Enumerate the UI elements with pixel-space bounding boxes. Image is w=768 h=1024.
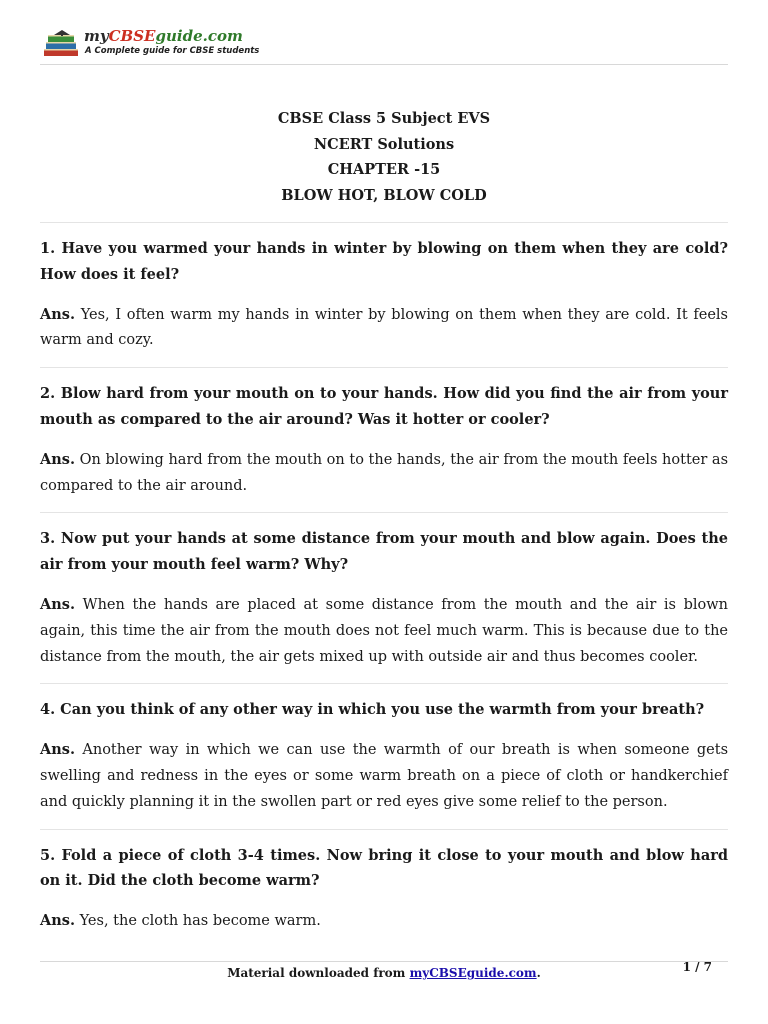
title-line-class: CBSE Class 5 Subject EVS [277, 110, 491, 127]
question: 2. Blow hard from your mouth on to your hands. How did you find the air from your mouth as compared to the air around? Was it hotter or cooler? [40, 385, 728, 428]
logo-my: my [84, 27, 109, 45]
document-title [40, 106, 728, 208]
qa-item [40, 222, 728, 367]
answer-text: On blowing hard from the mouth on to the hands, the air from the mouth feels hotter as compared to the air around. [40, 451, 729, 494]
qa-list [40, 222, 728, 948]
answer-text: When the hands are placed at some distance from the mouth and the air is blown again, this time the air from the mouth does not feel much warm. This is because due to the distance from the mouth, the air gets mixed up with outside air and thus becomes cooler. [40, 596, 729, 665]
question: 4. Can you think of any other way in which you use the warmth from your breath? [40, 701, 705, 719]
logo-guide: guide.com [155, 27, 243, 45]
footer-site-link[interactable]: myCBSEguide.com [409, 966, 537, 980]
answer [40, 447, 728, 500]
qa-item [40, 829, 728, 948]
answer-label: Ans. [40, 912, 76, 930]
title-line-chapter: CHAPTER -15 [327, 161, 441, 178]
question: 3. Now put your hands at some distance from your mouth and blow again. Does the air from your mouth feel warm? Why? [40, 530, 728, 574]
answer-text: Another way in which we can use the warmth of our breath is when someone gets swelling and redness in the eyes or some warm breath on a piece of cloth or handkerchief and quickly planning it in the swollen part or red eyes give some relief to the person. [40, 742, 729, 810]
page-footer [40, 961, 728, 988]
logo-tagline: A Complete guide for CBSE students [85, 46, 260, 56]
answer-text: Yes, I often warm my hands in winter by blowing on them when they are cold. It feels warm and cozy. [40, 306, 728, 349]
logo-wordmark [84, 27, 243, 45]
answer [40, 592, 728, 670]
logo-cbse: CBSE [108, 27, 156, 45]
title-line-solutions: NCERT Solutions [313, 135, 455, 153]
footer-suffix: . [536, 966, 541, 980]
answer [40, 908, 728, 935]
footer-prefix: Material downloaded from [227, 966, 410, 980]
question: 5. Fold a piece of cloth 3-4 times. Now bring it close to your mouth and blow hard on it. Did the cloth become warm? [40, 846, 728, 890]
answer-label: Ans. [40, 595, 76, 613]
page-number: 1 / 7 [682, 960, 712, 974]
answer-text: Yes, the cloth has become warm. [79, 913, 321, 930]
question: 1. Have you warmed your hands in winter by blowing on them when they are cold? How does it feel? [40, 240, 728, 283]
qa-item [40, 512, 728, 683]
answer [40, 302, 728, 355]
qa-item [40, 367, 728, 512]
qa-item [40, 683, 728, 828]
answer-label: Ans. [40, 450, 76, 468]
answer [40, 737, 728, 815]
title-line-chapter-name: BLOW HOT, BLOW COLD [281, 186, 487, 204]
answer-label: Ans. [40, 741, 76, 759]
site-logo[interactable] [40, 27, 260, 61]
page-header [40, 24, 728, 65]
books-logo-icon [40, 29, 84, 59]
footer-credit [40, 963, 728, 983]
answer-label: Ans. [40, 305, 76, 323]
